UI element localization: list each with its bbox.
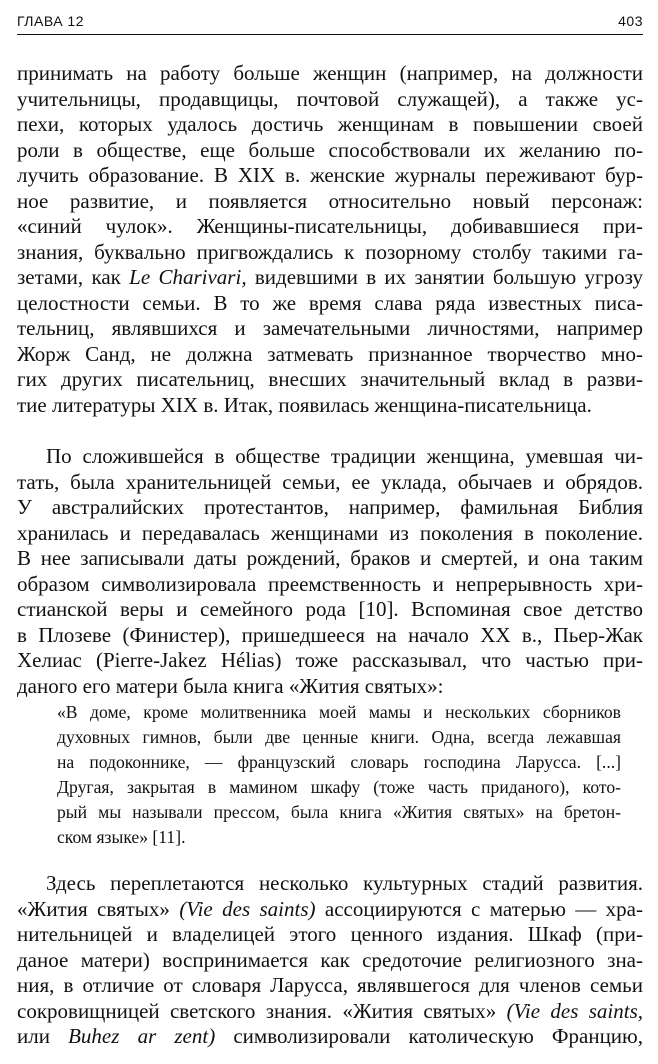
text-line: гих других писательниц, внесших значительный вклад в разви- bbox=[17, 367, 643, 391]
quote-line: Другая, закрытая в мамином шкафу (тоже часть приданого), кото- bbox=[57, 777, 621, 797]
running-header bbox=[17, 10, 643, 32]
text-fragment: видевшими в их занятии большую угрозу bbox=[246, 265, 644, 289]
text-line: тельниц, являвшихся и замечательными личностями, например bbox=[17, 316, 643, 340]
block-quote bbox=[57, 700, 621, 850]
text-fragment: или bbox=[17, 1024, 69, 1048]
quote-line: рый мы называли прессом, была книга «Жития святых» на бретон- bbox=[57, 802, 621, 822]
text-line: «синий чулок». Женщины-писательницы, добивавшиеся при- bbox=[17, 214, 643, 238]
text-line: знания, буквально пригвождались к позорному столбу такими га- bbox=[17, 239, 643, 264]
book-title: (Vie des saints, bbox=[506, 998, 643, 1023]
text-line: Здесь переплетаются несколько культурных стадий развития. bbox=[46, 871, 643, 895]
paragraph-1 bbox=[17, 61, 643, 418]
text-line: Хелиас (Pierre-Jakez Hélias) тоже рассказывал, что частью при- bbox=[17, 648, 643, 672]
text-line: роли в обществе, еще больше способствовали их желанию по- bbox=[17, 137, 643, 162]
text-line: даное матери) воспринимается как средоточие религиозного зна- bbox=[17, 947, 643, 972]
text-fragment: «Жития святых» bbox=[17, 896, 180, 921]
text-fragment: зетами, как bbox=[17, 265, 130, 289]
book-title: Buhez ar zent) bbox=[68, 1024, 216, 1048]
text-line bbox=[17, 1024, 643, 1050]
text-line: даного его матери была книга «Жития святых»: bbox=[17, 673, 444, 698]
text-line: пехи, которых удалось достичь женщинам в повышении своей bbox=[17, 112, 643, 136]
text-line: У австралийских протестантов, например, фамильная Библия bbox=[17, 495, 643, 519]
text-line: тие литературы XIX в. Итак, появилась женщина-писательница. bbox=[17, 392, 592, 417]
journal-title: Le Charivari, bbox=[129, 265, 247, 289]
text-line: в Плозеве (Финистер), пришедшееся на начало XX в., Пьер-Жак bbox=[17, 622, 643, 647]
text-line: хранилась и передавалась женщинами из поколения в поколение. bbox=[17, 520, 643, 545]
text-fragment: ассоциируются с матерью — хра- bbox=[315, 896, 643, 921]
page-number: 403 bbox=[618, 13, 643, 29]
quote-line: ском языке» [11]. bbox=[57, 827, 186, 847]
quote-line: духовных гимнов, были две ценные книги. Одна, всегда лежавшая bbox=[57, 727, 621, 747]
text-line: лучить образование. В XIX в. женские журналы переживают бур- bbox=[17, 163, 643, 187]
paragraph-3 bbox=[17, 871, 643, 1050]
text-line bbox=[17, 999, 643, 1025]
header-rule bbox=[17, 34, 643, 35]
book-title: (Vie des saints) bbox=[179, 896, 316, 921]
text-line: принимать на работу больше женщин (например, на должности bbox=[17, 61, 643, 85]
text-line bbox=[17, 265, 643, 291]
text-line: По сложившейся в обществе традиции женщина, умевшая чи- bbox=[46, 444, 643, 468]
quote-line: «В доме, кроме молитвенника моей мамы и нескольких сборников bbox=[57, 702, 621, 722]
text-line: В нее записывали даты рождений, браков и смертей, и она таким bbox=[17, 546, 643, 570]
quote-line: на подоконнике, — французский словарь господина Ларусса. [...] bbox=[57, 752, 621, 772]
text-line: нительницей и владелицей этого ценного издания. Шкаф (при- bbox=[17, 922, 643, 946]
text-line: тать, была хранительницей семьи, ее уклада, обычаев и обрядов. bbox=[17, 469, 643, 494]
text-line: целостности семьи. В то же время слава ряда известных писа- bbox=[17, 290, 643, 315]
paragraph-2 bbox=[17, 444, 643, 699]
text-line: ное развитие, и появляется относительно новый персонаж: bbox=[17, 188, 643, 213]
text-line: Жорж Санд, не должна затмевать признанное творчество мно- bbox=[17, 341, 643, 366]
text-fragment: символизировали католическую Францию, bbox=[215, 1024, 643, 1048]
text-line: стианской веры и семейного рода [10]. Вспоминая свое детство bbox=[17, 597, 643, 621]
text-line: ния, в отличие от словаря Ларусса, являвшегося для членов семьи bbox=[17, 973, 643, 997]
chapter-label: ГЛАВА 12 bbox=[17, 13, 84, 29]
text-fragment: сокровищницей светского знания. «Жития святых» bbox=[17, 998, 507, 1023]
text-line: образом символизировала преемственность и непрерывность хри- bbox=[17, 571, 643, 596]
text-line bbox=[17, 897, 643, 923]
text-line: учительницы, продавщицы, почтовой служащей), а также ус- bbox=[17, 86, 643, 111]
